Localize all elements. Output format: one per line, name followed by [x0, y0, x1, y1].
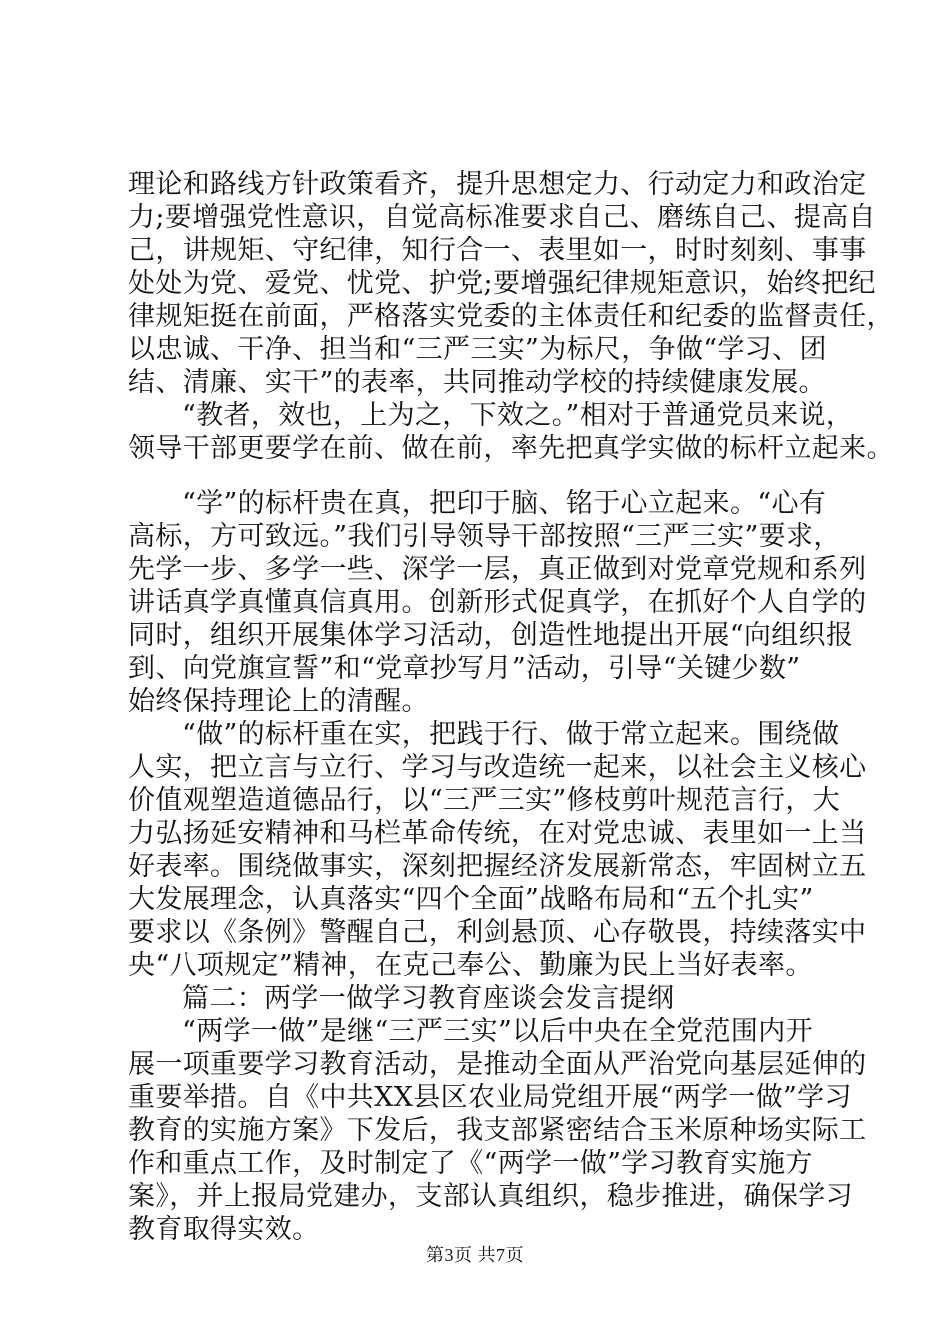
text-line: 好表率。围绕做事实，深刻把握经济发展新常态，牢固树立五	[128, 851, 867, 882]
paragraph-start-line: “做”的标杆重在实，把践于行、做于常立起来。围绕做	[182, 719, 840, 750]
text-line: 处处为党、爱党、忧党、护党;要增强纪律规矩意识，始终把纪	[128, 268, 876, 299]
paragraph-start-line: “学”的标杆贵在真，把印于脑、铭于心立起来。“心有	[182, 488, 827, 519]
text-line: 作和重点工作，及时制定了《“两学一做”学习教育实施方	[128, 1148, 813, 1179]
text-line: 力;要增强党性意识，自觉高标准要求自己、磨练自己、提高自	[128, 202, 876, 233]
document-body	[128, 168, 894, 1246]
text-line: 到、向党旗宣誓”和“党章抄写月”活动，引导“关键少数”	[128, 653, 801, 684]
text-line: 高标，方可致远。”我们引导领导干部按照“三严三实”要求，	[128, 521, 841, 552]
text-line: 领导干部更要学在前、做在前，率先把真学实做的标杆立起来。	[128, 433, 894, 464]
text-line: 要求以《条例》警醒自己，利剑悬顶、心存敬畏，持续落实中	[128, 917, 867, 948]
text-line: 重要举措。自《中共XX县区农业局党组开展“两学一做”学习	[128, 1082, 852, 1113]
text-line: 展一项重要学习教育活动，是推动全面从严治党向基层延伸的	[128, 1049, 867, 1080]
text-line: 大发展理念，认真落实“四个全面”战略布局和“五个扎实”	[128, 884, 814, 915]
text-line: 讲话真学真懂真信真用。创新形式促真学，在抓好个人自学的	[128, 587, 867, 618]
text-line: 理论和路线方针政策看齐，提升思想定力、行动定力和政治定	[128, 169, 867, 200]
text-line: 价值观塑造道德品行，以“三严三实”修枝剪叶规范言行，大	[128, 785, 841, 816]
paragraph-start-line: “两学一做”是继“三严三实”以后中央在全党范围内开	[182, 1016, 813, 1047]
paragraph-start-line: “教者，效也，上为之，下效之。”相对于普通党员来说，	[182, 400, 854, 431]
text-line: 教育的实施方案》下发后，我支部紧密结合玉米原种场实际工	[128, 1115, 867, 1146]
paragraph-gap	[128, 465, 828, 487]
text-line: 教育取得实效。	[128, 1214, 320, 1245]
text-line: 同时，组织开展集体学习活动，创造性地提出开展“向组织报	[128, 620, 854, 651]
text-line: 己，讲规矩、守纪律，知行合一、表里如一，时时刻刻、事事	[128, 235, 867, 266]
text-line: 先学一步、多学一些、深学一层，真正做到对党章党规和系列	[128, 554, 867, 585]
text-line: 始终保持理论上的清醒。	[128, 686, 429, 717]
text-line: 律规矩挺在前面，严格落实党委的主体责任和纪委的监督责任，	[128, 301, 894, 332]
text-line: 人实，把立言与立行、学习与改造统一起来，以社会主义核心	[128, 752, 867, 783]
text-line: 以忠诚、干净、担当和“三严三实”为标尺，争做“学习、团	[128, 334, 827, 365]
text-line: 案》，并上报局党建办，支部认真组织，稳步推进，确保学习	[128, 1181, 853, 1212]
page-number-footer: 第3页 共7页	[426, 1245, 524, 1265]
text-line: 央“八项规定”精神，在克己奉公、勤廉为民上当好表率。	[128, 950, 813, 981]
text-line: 结、清廉、实干”的表率，共同推动学校的持续健康发展。	[128, 367, 826, 398]
section-heading: 篇二：两学一做学习教育座谈会发言提纲	[182, 983, 675, 1014]
text-line: 力弘扬延安精神和马栏革命传统，在对党忠诚、表里如一上当	[128, 818, 867, 849]
